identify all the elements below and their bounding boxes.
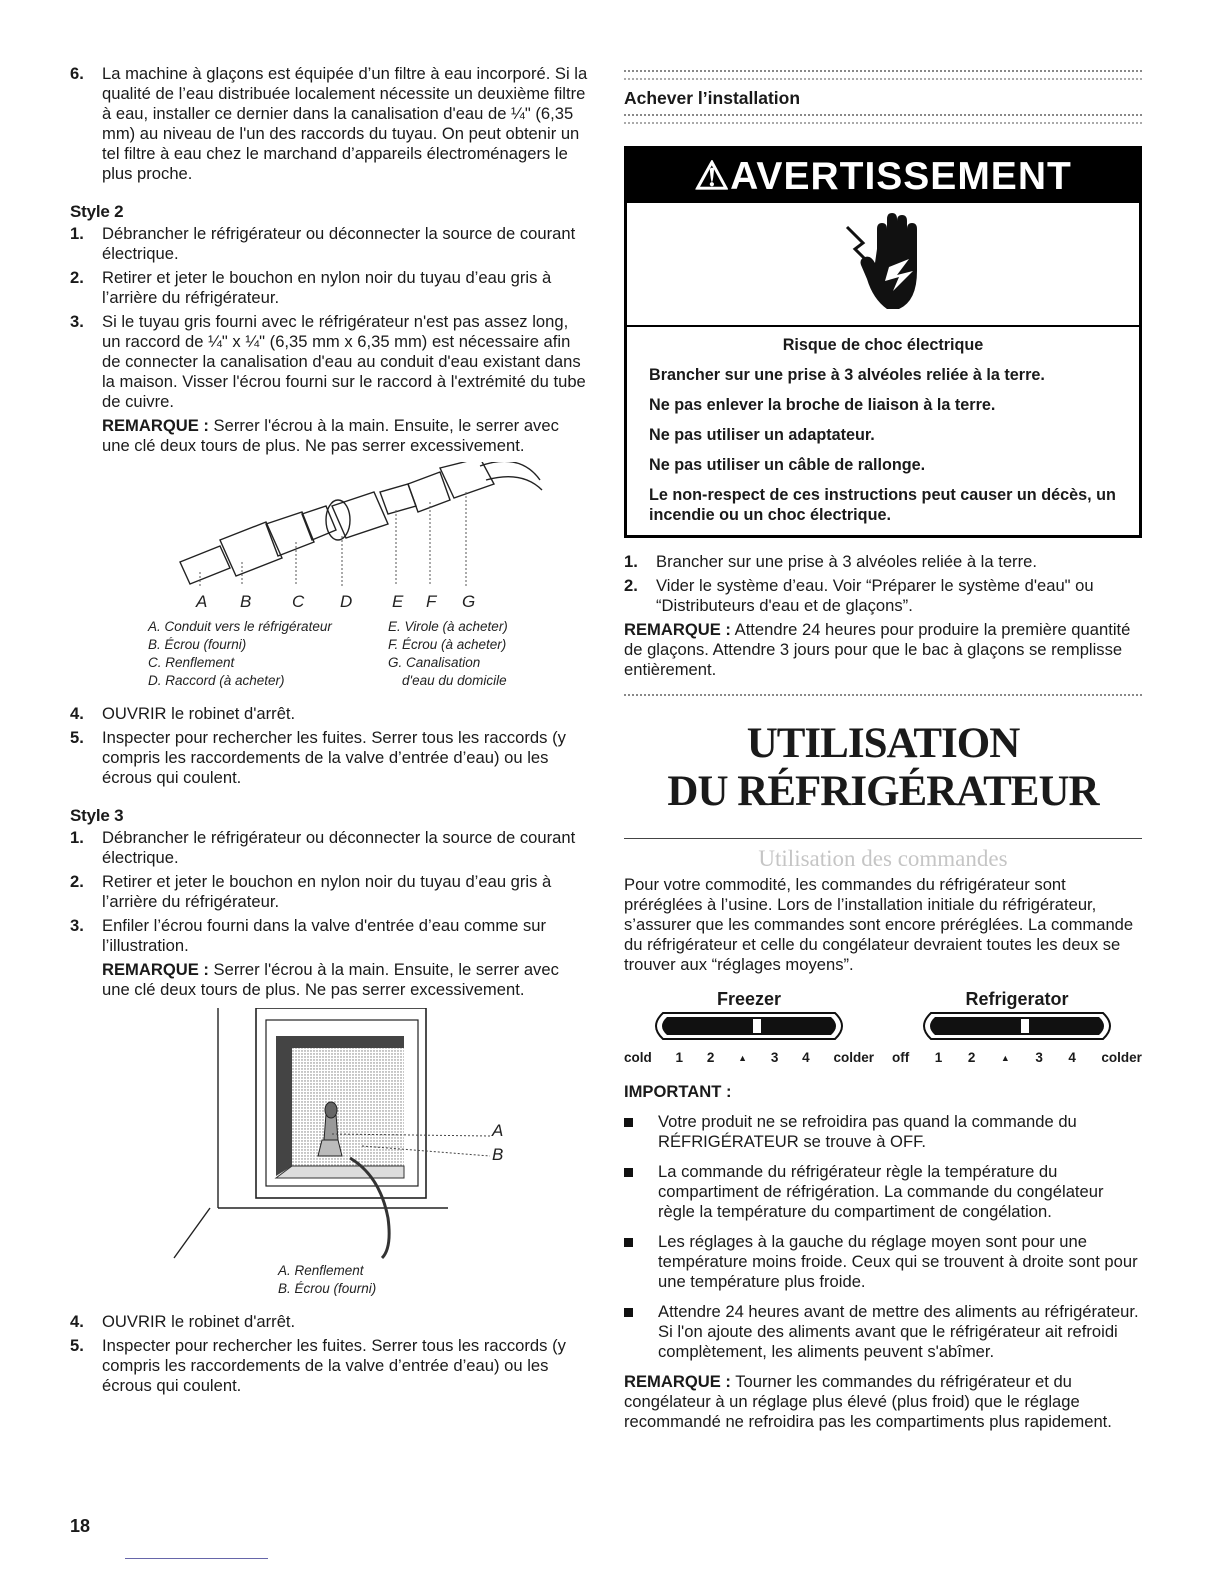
caption: G. Canalisation <box>388 655 481 670</box>
remark <box>70 416 588 456</box>
scale-label: 2 <box>967 1050 976 1065</box>
list-text: Débrancher le réfrigérateur ou déconnecter la source de courant électrique. <box>102 828 576 867</box>
bullet-item <box>624 1232 1142 1292</box>
scale-label: ▲ <box>738 1053 748 1063</box>
divider <box>624 838 1142 839</box>
warning-line: Ne pas enlever la broche de liaison à la terre. <box>649 396 996 414</box>
remark-label: REMARQUE : <box>624 620 731 639</box>
list-item <box>70 728 588 788</box>
right-column <box>624 70 1142 1432</box>
figure-letter: A <box>196 592 208 611</box>
caption: A. Conduit vers le réfrigérateur <box>148 619 332 634</box>
freezer-slider-icon <box>649 1011 849 1041</box>
list-number: 2. <box>70 268 84 287</box>
list-item <box>70 916 588 956</box>
bullet-text: Les réglages à la gauche du réglage moyen sont pour une température moins froide. Ceux qui se trouvent à droite sont pour une température plus froide. <box>658 1232 1138 1291</box>
caption: C. Renflement <box>148 655 235 670</box>
warning-risk: Risque de choc électrique <box>782 336 984 354</box>
remark-text: Serrer l'écrou à la main. Ensuite, le serrer avec une clé deux tours de plus. Ne pas serrer excessivement. <box>102 960 559 999</box>
chapter-title-line: UTILISATION <box>746 720 1020 767</box>
figure-captions <box>70 618 588 690</box>
list-number: 3. <box>70 312 84 331</box>
figure-letter: F <box>426 592 437 611</box>
figure-letter: B <box>492 1145 504 1164</box>
caption: B. Écrou (fourni) <box>278 1281 377 1296</box>
list-number: 1. <box>70 828 84 847</box>
scale-label: colder <box>1101 1050 1142 1065</box>
list-item <box>70 1336 588 1396</box>
chapter-title-line: DU RÉFRIGÉRATEUR <box>667 768 1099 815</box>
chapter-title <box>624 720 1142 816</box>
warning-line: Brancher sur une prise à 3 alvéoles reliée à la terre. <box>649 366 1045 384</box>
list-number: 2. <box>70 872 84 891</box>
section-title: Achever l’installation <box>624 88 801 108</box>
refrigerator-dial <box>892 989 1142 1068</box>
list-text: La machine à glaçons est équipée d’un filtre à eau incorporé. Si la qualité de l’eau distribuée localement nécessite un deuxième filtre à eau, installer ce dernier dans la canalisation d'eau de ¼" (6,35 mm) au niveau de l'un des raccords du tuyau. On peut obtenir un tel filtre à eau chez le marchand d’appareils électroménagers le plus proche. <box>102 64 588 183</box>
remark-label: REMARQUE : <box>102 960 209 979</box>
shock-hazard-panel <box>627 203 1139 327</box>
list-item <box>70 1312 588 1332</box>
scale-label: 1 <box>675 1050 684 1065</box>
caption: d'eau du domicile <box>402 673 507 688</box>
list-text: Enfiler l’écrou fourni dans la valve d'entrée d’eau comme sur l’illustration. <box>102 916 547 955</box>
list-text: Retirer et jeter le bouchon en nylon noir du tuyau d’eau gris à l’arrière du réfrigérateur. <box>102 872 552 911</box>
remark-label: REMARQUE : <box>624 1372 731 1391</box>
scale-label: 1 <box>934 1050 943 1065</box>
dial-label: Refrigerator <box>965 989 1069 1009</box>
style2-heading: Style 2 <box>70 202 124 221</box>
figure-captions <box>70 1262 588 1298</box>
scale-label: 4 <box>1068 1050 1076 1065</box>
list-item <box>70 828 588 868</box>
warning-line: Ne pas utiliser un adaptateur. <box>649 426 875 444</box>
footer-line <box>125 1558 268 1559</box>
electric-shock-hand-icon <box>837 209 937 319</box>
list-number: 5. <box>70 1336 84 1355</box>
list-item <box>624 576 1142 616</box>
scale-label: 4 <box>802 1050 810 1065</box>
figure-letters <box>70 592 588 612</box>
left-column <box>70 64 588 1400</box>
divider <box>624 694 1142 698</box>
style3-heading: Style 3 <box>70 806 124 825</box>
warning-box <box>624 146 1142 538</box>
list-item <box>70 312 588 412</box>
list-text: Inspecter pour rechercher les fuites. Serrer tous les raccords (y compris les raccordements de la valve d’entrée d’eau) ou les écrous qui coulent. <box>102 728 566 787</box>
caption: F. Écrou (à acheter) <box>388 637 507 652</box>
bullet-item <box>624 1162 1142 1222</box>
figure-letter: E <box>392 592 404 611</box>
page-number: 18 <box>70 1516 91 1536</box>
bullet-square-icon <box>624 1302 658 1362</box>
figure-letter: C <box>292 592 305 611</box>
divider <box>624 114 1142 124</box>
scale-label: 2 <box>706 1050 715 1065</box>
remark-text: Attendre 24 heures pour produire la première quantité de glaçons. Attendre 3 jours pour que le bac à glaçons se remplisse entièrement. <box>624 620 1131 679</box>
caption: B. Écrou (fourni) <box>148 637 247 652</box>
refrigerator-slider-icon <box>917 1011 1117 1041</box>
fitting-drawing <box>70 462 588 586</box>
scale-label: 3 <box>1035 1050 1043 1065</box>
remark-text: Tourner les commandes du réfrigérateur et du congélateur à un réglage plus élevé (plus froid) que le réglage recommandé ne refroidira pas les compartiments plus rapidement. <box>624 1372 1112 1431</box>
remark <box>624 1372 1142 1432</box>
bullet-square-icon <box>624 1162 658 1222</box>
bullet-text: La commande du réfrigérateur règle la température du compartiment de réfrigération. La commande du congélateur règle la température du compartiment de congélation. <box>658 1162 1104 1221</box>
list-text: Inspecter pour rechercher les fuites. Serrer tous les raccords (y compris les raccordements de la valve d’entrée d’eau) ou les écrous qui coulent. <box>102 1336 566 1395</box>
figure-letter: A <box>492 1121 504 1140</box>
warning-line: Le non-respect de ces instructions peut causer un décès, un incendie ou un choc électrique. <box>649 486 1116 524</box>
figure-letter: B <box>240 592 252 611</box>
list-item <box>70 224 588 264</box>
list-item <box>70 704 588 724</box>
remark <box>624 620 1142 680</box>
list-number: 1. <box>70 224 84 243</box>
figure-letter: D <box>340 592 353 611</box>
bullet-item <box>624 1302 1142 1362</box>
scale-label: ▲ <box>1000 1053 1010 1063</box>
list-number: 1. <box>624 552 638 571</box>
bullet-text: Attendre 24 heures avant de mettre des aliments au réfrigérateur. Si l'on ajoute des aliments avant que le réfrigérateur ait refroidi complètement, les aliments peuvent s'abîmer. <box>658 1302 1139 1361</box>
bullet-square-icon <box>624 1112 658 1152</box>
dial-label: Freezer <box>716 989 782 1009</box>
warning-header <box>627 149 1139 203</box>
important-label: IMPORTANT : <box>624 1082 732 1101</box>
list-number: 5. <box>70 728 84 747</box>
warning-title: AVERTISSEMENT <box>730 155 1072 198</box>
caption: D. Raccord (à acheter) <box>148 673 285 688</box>
dial-scale <box>624 1048 874 1068</box>
list-text: Si le tuyau gris fourni avec le réfrigérateur n'est pas assez long, un raccord de ¼" x ¼" (6,35 mm x 6,35 mm) est nécessaire afin de connecter la canalisation d'eau au conduit d'eau existant dans la maison. Visser l'écrou fourni sur le raccord à l'extrémité du tube de cuivre. <box>102 312 586 411</box>
warning-body <box>627 327 1139 535</box>
bullet-item <box>624 1112 1142 1152</box>
scale-label: 3 <box>770 1050 779 1065</box>
list-text: Vider le système d’eau. Voir “Préparer le système d'eau" ou “Distributeurs d'eau et de glaçons”. <box>656 576 1094 615</box>
subsection-title: Utilisation des commandes <box>758 846 1008 871</box>
figure-letter: G <box>462 592 476 611</box>
remark-text: Serrer l'écrou à la main. Ensuite, le serrer avec une clé deux tours de plus. Ne pas serrer excessivement. <box>102 416 559 455</box>
bullet-square-icon <box>624 1232 658 1292</box>
control-dials <box>624 989 1142 1068</box>
remark <box>70 960 588 1000</box>
list-number: 4. <box>70 1312 84 1331</box>
scale-label: colder <box>833 1050 874 1065</box>
warning-line: Ne pas utiliser un câble de rallonge. <box>649 456 926 474</box>
list-number: 3. <box>70 916 84 935</box>
list-text: OUVRIR le robinet d'arrêt. <box>102 1312 296 1331</box>
scale-label: cold <box>624 1050 652 1065</box>
list-number: 2. <box>624 576 638 595</box>
list-item <box>70 64 588 184</box>
caption: A. Renflement <box>278 1263 364 1278</box>
list-number: 4. <box>70 704 84 723</box>
intro-paragraph: Pour votre commodité, les commandes du réfrigérateur sont préréglées à l’usine. Lors de l’installation initiale du réfrigérateur, s’assurer que les commandes sont encore préréglées. La commande du réfrigérateur et celle du congélateur devraient toutes les deux se trouver aux “réglages moyens”. <box>624 875 1134 974</box>
scale-label: off <box>892 1050 910 1065</box>
list-text: Retirer et jeter le bouchon en nylon noir du tuyau d’eau gris à l’arrière du réfrigérateur. <box>102 268 552 307</box>
divider <box>624 70 1142 80</box>
freezer-dial <box>624 989 874 1068</box>
valve-drawing <box>70 1008 588 1260</box>
list-item <box>70 872 588 912</box>
valve-illustration <box>70 1008 588 1260</box>
warning-triangle-icon: ⚠ <box>694 155 731 198</box>
caption: E. Virole (à acheter) <box>388 619 508 634</box>
dial-scale <box>892 1048 1142 1068</box>
remark-label: REMARQUE : <box>102 416 209 435</box>
bullet-text: Votre produit ne se refroidira pas quand la commande du RÉFRIGÉRATEUR se trouve à OFF. <box>658 1112 1077 1151</box>
list-item <box>70 268 588 308</box>
list-text: OUVRIR le robinet d'arrêt. <box>102 704 296 723</box>
list-item <box>624 552 1142 572</box>
fitting-illustration <box>70 462 588 586</box>
list-number: 6. <box>70 64 84 83</box>
list-text: Débrancher le réfrigérateur ou déconnecter la source de courant électrique. <box>102 224 576 263</box>
list-text: Brancher sur une prise à 3 alvéoles reliée à la terre. <box>656 552 1037 571</box>
